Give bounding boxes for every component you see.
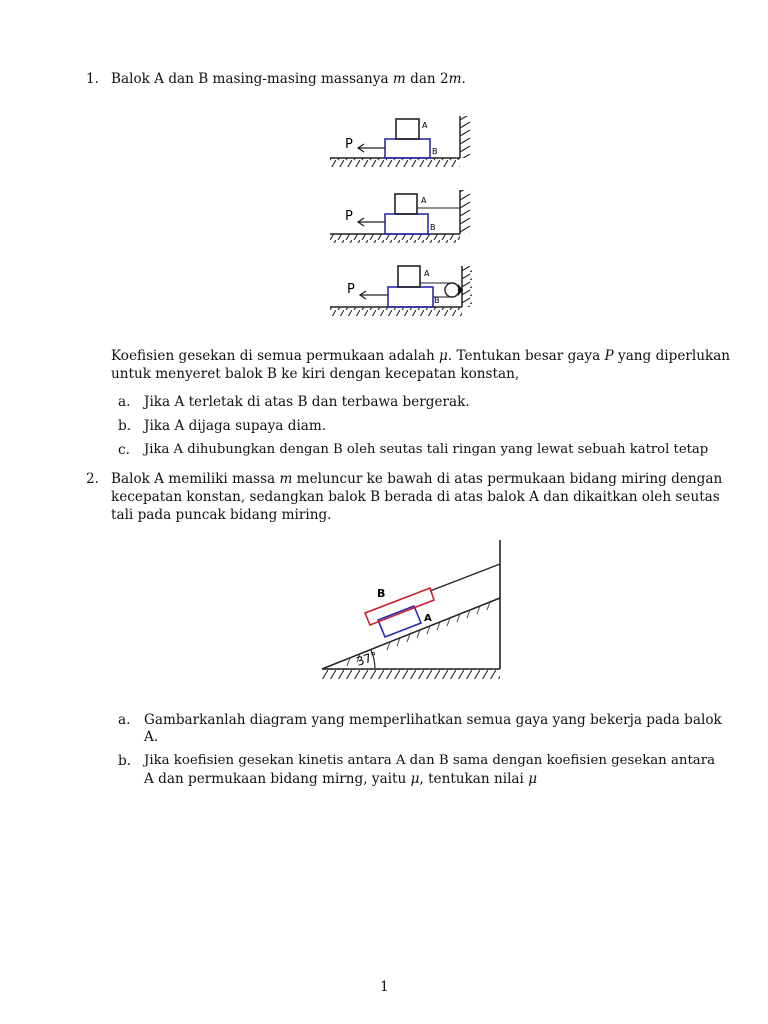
var-m: m [448, 71, 462, 87]
q1-number: 1. [86, 71, 99, 87]
var-mu: μ [528, 771, 538, 787]
q2-item-b-line1: Jika koefisien gesekan kinetis antara A dan B sama dengan koefisien gesekan antara [144, 753, 716, 768]
q1-item-c-text: Jika A dihubungkan dengan B oleh seutas tali ringan yang lewat sebuah katrol tetap [144, 442, 709, 457]
q2-line1-text: Balok A memiliki massa [111, 471, 280, 487]
q1-friction-mid: . Tentukan besar gaya [447, 348, 605, 364]
q1-friction-end: yang diperlukan [613, 348, 731, 364]
label-b: B [430, 223, 436, 232]
label-p: P [345, 137, 353, 152]
q2-item-b-line2-mid: , tentukan nilai [419, 771, 529, 787]
label-p: P [347, 282, 355, 297]
var-mu: μ [410, 771, 420, 787]
q2-line3: tali pada puncak bidang miring. [111, 507, 332, 523]
label-p: P [345, 209, 353, 224]
q2-item-b-label: b. [118, 753, 132, 769]
q1-friction-text: Koefisien gesekan di semua permukaan adalah [111, 348, 440, 364]
q1-item-a-text: Jika A terletak di atas B dan terbawa bergerak. [144, 394, 470, 410]
q1-item-c-label: c. [118, 442, 130, 458]
var-m: m [392, 71, 406, 87]
label-b: B [434, 296, 440, 305]
angle-label: 37° [354, 648, 380, 669]
label-a: A [424, 269, 430, 278]
q2-item-b-line2-text: A dan permukaan bidang mirng, yaitu [144, 771, 411, 787]
q1-item-b-label: b. [118, 418, 132, 434]
q1-friction-line2: untuk menyeret balok B ke kiri dengan kecepatan konstan, [111, 366, 520, 382]
q1-item-a-label: a. [118, 394, 131, 410]
label-a: A [422, 121, 428, 130]
label-a: A [424, 613, 432, 624]
q2-line1-end: meluncur ke bawah di atas permukaan bidang miring dengan [292, 471, 723, 487]
q1-intro-end: . [461, 71, 466, 87]
q2-item-a-line2: A. [144, 729, 159, 745]
q1-intro-text: Balok A dan B masing-masing massanya [111, 71, 393, 87]
q2-item-a-line1: Gambarkanlah diagram yang memperlihatkan semua gaya yang bekerja pada balok [144, 712, 722, 728]
q2-item-a-label: a. [118, 712, 131, 728]
q1-item-b-text: Jika A dijaga supaya diam. [144, 418, 327, 434]
var-mu: μ [439, 348, 448, 364]
var-m: m [279, 471, 293, 487]
q2-number: 2. [86, 471, 99, 487]
label-a: A [421, 196, 427, 205]
label-b: B [432, 147, 438, 156]
var-p: P [604, 348, 614, 364]
q1-intro-mid: dan 2 [405, 71, 449, 87]
q2-line2: kecepatan konstan, sedangkan balok B berada di atas balok A dan dikaitkan oleh seutas [111, 489, 720, 505]
label-b: B [377, 587, 386, 600]
page-number: 1 [380, 979, 389, 995]
q2-item-b-line2 [144, 770, 537, 788]
rope [430, 564, 500, 591]
